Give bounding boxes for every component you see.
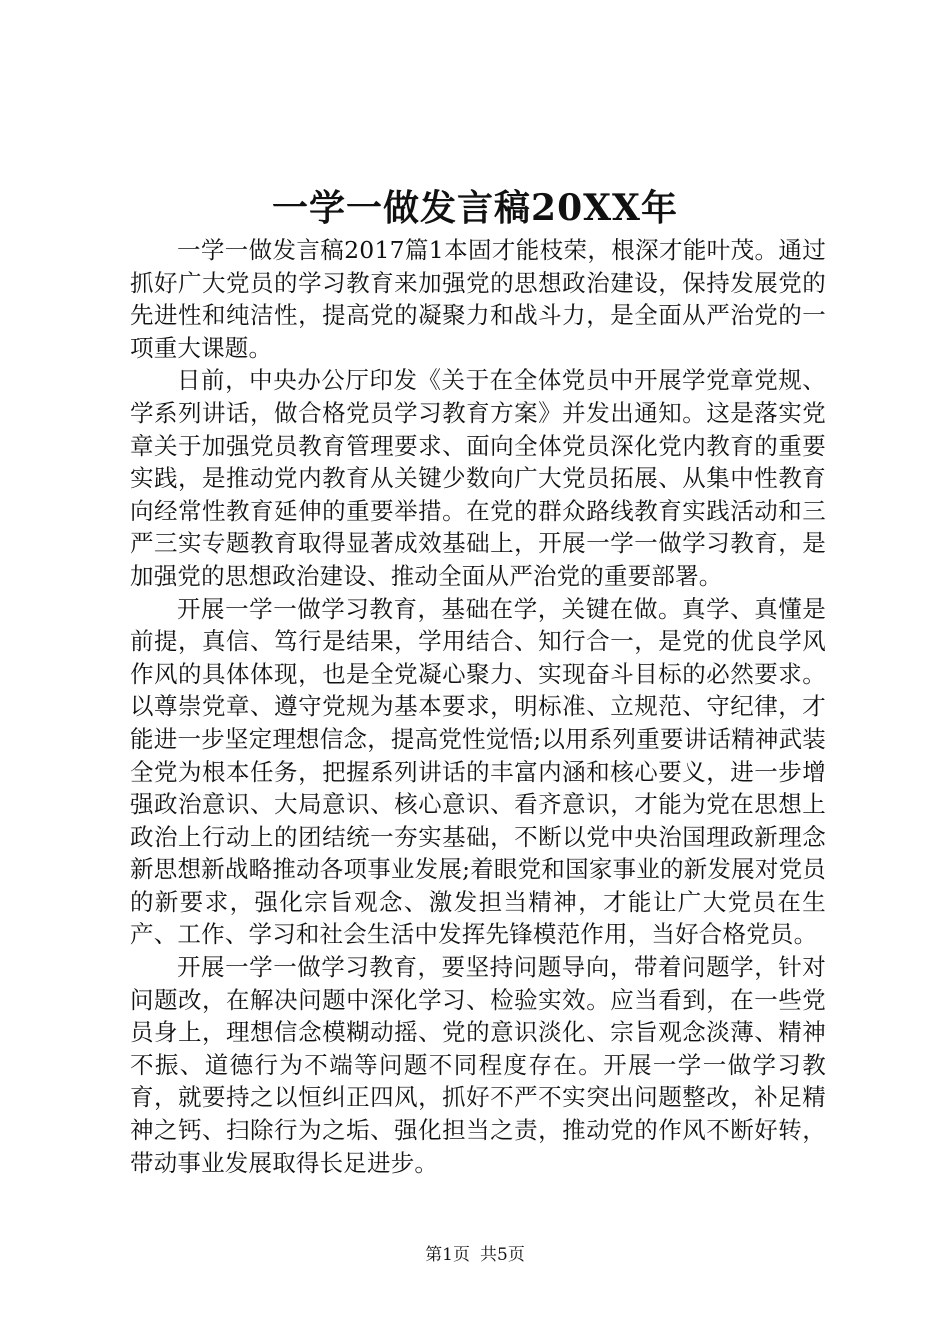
page-total: 共5页 bbox=[480, 1245, 525, 1265]
paragraph: 开展一学一做学习教育，基础在学，关键在做。真学、真懂是前提，真信、笃行是结果，学用结合、知行合一，是党的优良学风作风的具体体现，也是全党凝心聚力、实现奋斗目标的必然要求。以尊崇党章、遵守党规为基本要求，明标准、立规范、守纪律，才能进一步坚定理想信念，提高党性觉悟;以用系列重要讲话精神武装全党为根本任务，把握系列讲话的丰富内涵和核心要义，进一步增强政治意识、大局意识、核心意识、看齐意识，才能为党在思想上政治上行动上的团结统一夯实基础，不断以党中央治国理政新理念新思想新战略推动各项事业发展;着眼党和国家事业的新发展对党员的新要求，强化宗旨观念、激发担当精神，才能让广大党员在生产、工作、学习和社会生活中发挥先锋模范作用，当好合格党员。 bbox=[130, 594, 826, 949]
document-body bbox=[130, 234, 826, 1179]
document-title: 一学一做发言稿20XX年 bbox=[272, 187, 678, 229]
page-number: 第1页 bbox=[425, 1245, 470, 1265]
page-footer bbox=[0, 1243, 950, 1267]
paragraph: 一学一做发言稿2017篇1本固才能枝荣，根深才能叶茂。通过抓好广大党员的学习教育来加强党的思想政治建设，保持发展党的先进性和纯洁性，提高党的凝聚力和战斗力，是全面从严治党的一项重大课题。 bbox=[130, 236, 826, 362]
paragraph: 开展一学一做学习教育，要坚持问题导向，带着问题学，针对问题改，在解决问题中深化学习、检验实效。应当看到，在一些党员身上，理想信念模糊动摇、党的意识淡化、宗旨观念淡薄、精神不振、道德行为不端等问题不同程度存在。开展一学一做学习教育，就要持之以恒纠正四风，抓好不严不实突出问题整改，补足精神之钙、扫除行为之垢、强化担当之责，推动党的作风不断好转，带动事业发展取得长足进步。 bbox=[130, 953, 826, 1177]
paragraph: 日前，中央办公厅印发《关于在全体党员中开展学党章党规、学系列讲话，做合格党员学习教育方案》并发出通知。这是落实党章关于加强党员教育管理要求、面向全体党员深化党内教育的重要实践，是推动党内教育从关键少数向广大党员拓展、从集中性教育向经常性教育延伸的重要举措。在党的群众路线教育实践活动和三严三实专题教育取得显著成效基础上，开展一学一做学习教育，是加强党的思想政治建设、推动全面从严治党的重要部署。 bbox=[130, 366, 826, 590]
